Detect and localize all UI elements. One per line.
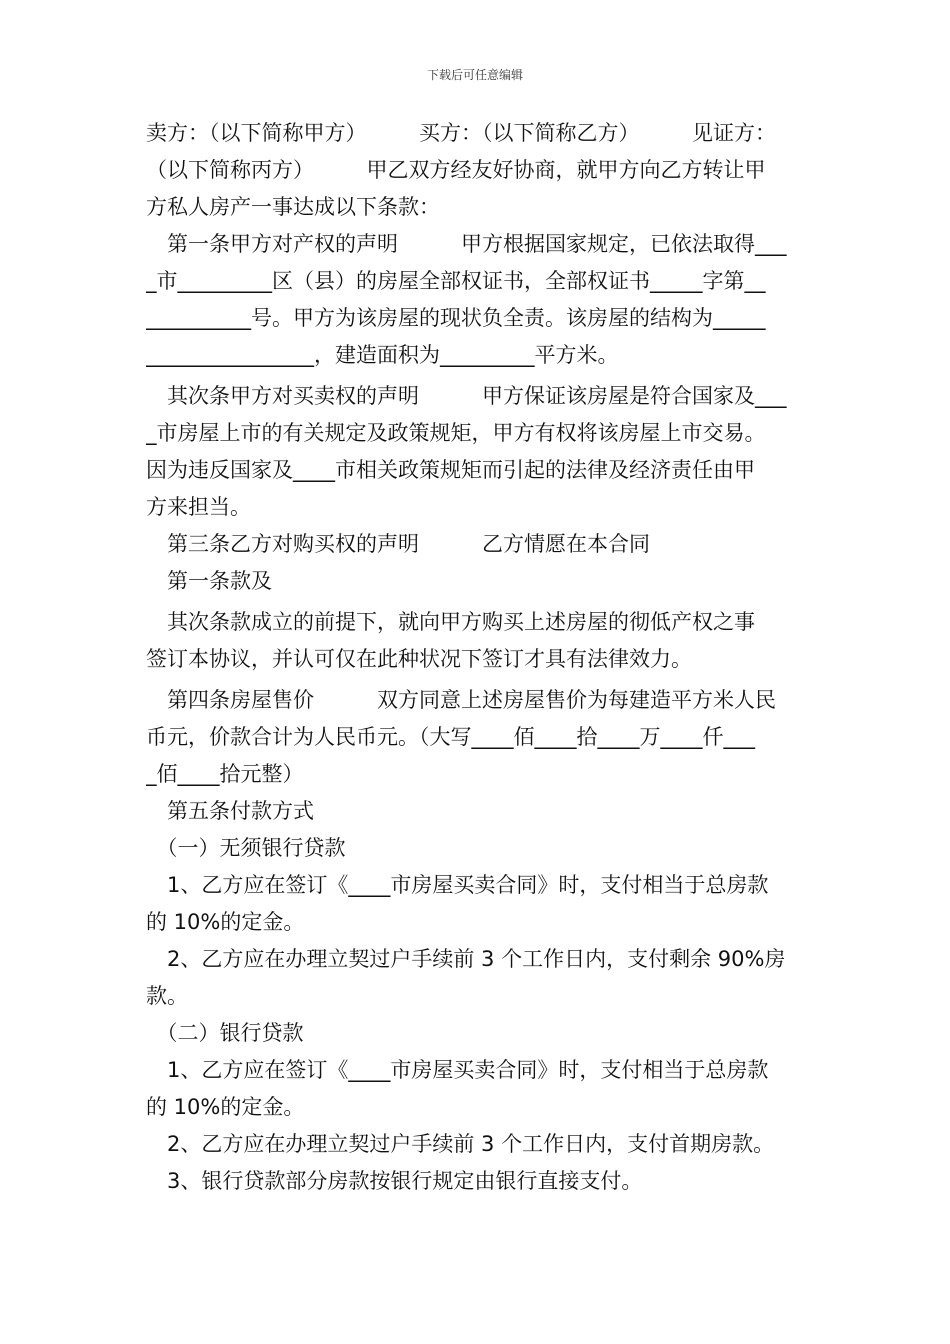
list-item: 2、乙方应在办理立契过户手续前 3 个工作日内，支付剩余 90%房 <box>146 947 786 971</box>
subsection-title: （二）银行贷款 <box>146 1021 304 1045</box>
text-line: _佰____拾元整） <box>146 762 304 786</box>
text-line: ________________，建造面积为_________平方米。 <box>146 343 619 367</box>
text-line: 第一条款及 <box>146 569 272 593</box>
text-line: 币元，价款合计为人民币元。（大写____佰____拾____万____仟___ <box>146 725 755 749</box>
text-line: 的 10%的定金。 <box>146 1095 305 1119</box>
text-line: 方来担当。 <box>146 495 251 519</box>
list-item: 1、乙方应在签订《____市房屋买卖合同》时，支付相当于总房款 <box>146 1058 769 1082</box>
clause-1-title: 第一条甲方对产权的声明 甲方根据国家规定，已依法取得___ <box>146 232 787 256</box>
text-line: __________号。甲方为该房屋的现状负全责。该房屋的结构为_____ <box>146 306 766 330</box>
text-line: 款。 <box>146 984 188 1008</box>
text-line: 签订本协议，并认可仅在此种状况下签订才具有法律效力。 <box>146 647 692 671</box>
text-line: _市房屋上市的有关规定及政策规矩，甲方有权将该房屋上市交易。 <box>146 421 766 445</box>
page-header: 下载后可任意编辑 <box>426 68 523 82</box>
list-item: 2、乙方应在办理立契过户手续前 3 个工作日内，支付首期房款。 <box>146 1132 775 1156</box>
list-item: 1、乙方应在签订《____市房屋买卖合同》时，支付相当于总房款 <box>146 873 769 897</box>
clause-2-title: 其次条甲方对买卖权的声明 甲方保证该房屋是符合国家及___ <box>146 384 787 408</box>
clause-5-title: 第五条付款方式 <box>146 799 314 823</box>
text-line: _市_________区（县）的房屋全部权证书，全部权证书_____字第__ <box>146 269 766 293</box>
text-line: （以下简称丙方） 甲乙双方经友好协商，就甲方向乙方转让甲 <box>146 158 766 182</box>
text-line: 方私人房产一事达成以下条款： <box>146 195 440 219</box>
clause-3-title: 第三条乙方对购买权的声明 乙方情愿在本合同 <box>146 532 650 556</box>
contract-body <box>146 115 811 1200</box>
text-line: 的 10%的定金。 <box>146 910 305 934</box>
text-line: 其次条款成立的前提下，就向甲方购买上述房屋的彻低产权之事 <box>146 610 755 634</box>
list-item: 3、银行贷款部分房款按银行规定由银行直接支付。 <box>146 1169 643 1193</box>
clause-4-title: 第四条房屋售价 双方同意上述房屋售价为每建造平方米人民 <box>146 688 776 712</box>
text-line: 卖方：（以下简称甲方） 买方：（以下简称乙方） 见证方： <box>146 121 776 145</box>
text-line: 因为违反国家及____市相关政策规矩而引起的法律及经济责任由甲 <box>146 458 755 482</box>
subsection-title: （一）无须银行贷款 <box>146 836 346 860</box>
